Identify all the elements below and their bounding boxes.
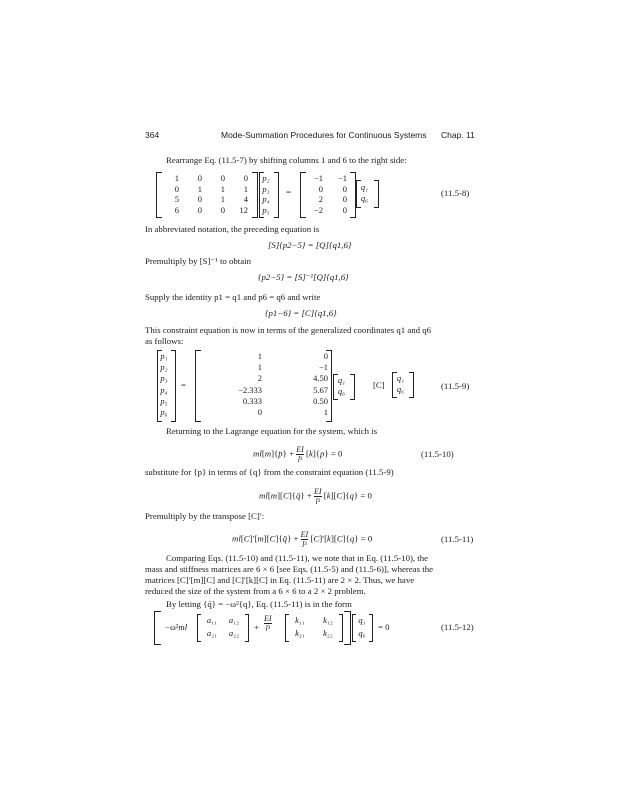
matrix-cell: 2 [257,373,262,384]
matrix-cell: 1 [323,407,328,417]
matrix-cell: −1 [337,173,347,183]
matrix-cell: 0.333 [242,395,262,406]
matrix-cell: −1 [318,362,328,373]
matrix-cell: 0.50 [313,395,328,406]
vector-cell: p₆ [160,407,168,417]
matrix-cell: 0 [257,407,262,417]
paragraph-substitute: substitute for {p} in terms of {q} from the constraint equation (11.5-9) [145,467,394,477]
paragraph-comparing-2: mass and stiffness matrices are 6 × 6 [see Eqs. (11.5-5) and (11.5-6)], whereas the [145,564,433,574]
equation-substituted: ml[m][C]{q̈} + $\frac{EI}{\text{l³}}$ [k][C]{q} = 0 [259,487,372,506]
vector-cell: q₆ [337,386,346,396]
equation-label: (11.5-11) [441,534,474,544]
paragraph-lagrange: Returning to the Lagrange equation for the system, which is [166,426,378,436]
vector-cell: p₅ [160,395,168,406]
matrix-cell: 1 [257,362,262,373]
matrix-cell: 4 [243,194,248,204]
vector-cell: p₁ [160,351,168,361]
equation-constraint: {p1−6} = [C]{q1,6} [265,308,337,318]
matrix-cell: 0 [243,173,248,183]
matrix-cell: 5 [174,194,179,204]
vector-cell: p₄ [262,194,270,204]
matrix-cell: 4.50 [313,373,328,384]
matrix-cell: 0 [342,194,347,204]
matrix-cell: 12 [239,204,248,215]
matrix-cell: 2 [318,194,323,204]
paragraph-transpose: Premultiply by the transpose [C]′: [145,511,265,521]
equation-11-5-11: ml[C]′[m][C]{q̈} + $\frac{EI}{\text{l³}}$ [C]′[k][C]{q} = 0 [232,530,373,549]
paragraph-constraint: This constraint equation is now in terms of the generalized coordinates q1 and q6 [145,325,432,335]
matrix-cell: 5.67 [313,384,328,395]
matrix-cell: 1 [257,351,262,361]
equation-label: (11.5-9) [441,381,470,391]
matrix-cell: 0 [220,204,225,215]
matrix-cell: 0 [197,173,202,183]
matrix-cell: 0 [197,194,202,204]
matrix-cell: 0 [197,204,202,215]
matrix-cell: 0 [318,183,323,194]
matrix-cell: −2.333 [238,384,262,395]
vector-cell: p₄ [160,384,168,395]
vector-cell: q₆ [360,193,369,203]
paragraph-rearrange: Rearrange Eq. (11.5-7) by shifting columns 1 and 6 to the right side: [166,155,407,165]
paragraph-comparing-1: Comparing Eqs. (11.5-10) and (11.5-11), we note that in Eq. (11.5-10), the [166,553,429,563]
matrix-cell: 1 [174,173,179,183]
vector-cell: q₆ [396,384,405,394]
equation-11-5-10: ml[m]{p̈} + $\frac{EI}{\text{l³}}$ [k]{p} = 0 [253,445,343,464]
chapter-label: Chap. 11 [441,130,475,140]
vector-cell: p₅ [262,204,270,215]
equation-premultiplied: {p2−5} = [S]⁻¹[Q]{q1,6} [258,272,349,282]
running-title: Mode-Summation Procedures for Continuous Systems [221,130,427,140]
matrix-cell: 0 [342,183,347,194]
vector-cell: p₂ [160,362,168,373]
equation-abbreviated: [S]{p2−5} = [Q]{q1,6} [268,240,352,250]
vector-cell: q₁ [360,182,369,192]
vector-cell: q₁ [337,375,346,385]
matrix-cell: 1 [243,183,248,194]
vector-cell: p₃ [262,183,270,194]
paragraph-premultiply: Premultiply by [S]⁻¹ to obtain [145,256,251,266]
page-number: 364 [145,130,160,140]
paragraph-abbreviated: In abbreviated notation, the preceding equation is [145,224,320,234]
matrix-cell: −2 [313,204,323,215]
paragraph-comparing-3: matrices [C]′[m][C] and [C]′[k][C] in Eq. (11.5-11) are 2 × 2. Thus, we have [145,575,415,585]
vector-cell: q₁ [396,373,405,383]
matrix-cell: 6 [174,204,179,215]
vector-cell: p₂ [262,173,270,183]
equation-label: (11.5-12) [441,622,474,632]
paragraph-letting: By letting {q̈} = −ω²{q}, Eq. (11.5-11) is in the form [166,599,352,609]
vector-cell: p₃ [160,373,168,384]
matrix-cell: 1 [197,183,202,194]
paragraph-as-follows: as follows: [145,336,184,346]
matrix-cell: 0 [220,173,225,183]
equation-label: (11.5-8) [441,188,470,198]
matrix-cell: 0 [174,183,179,194]
matrix-cell: −1 [313,173,323,183]
paragraph-supply-identity: Supply the identity p1 = q1 and p6 = q6 and write [145,292,321,302]
c-matrix-symbol: [C] [373,380,385,390]
matrix-cell: 0 [323,351,328,361]
matrix-cell: 1 [220,194,225,204]
matrix-cell: 0 [342,204,347,215]
paragraph-comparing-4: reduced the size of the system from a 6 × 6 to a 2 × 2 problem. [145,586,366,596]
equation-label: (11.5-10) [421,449,454,459]
matrix-cell: 1 [220,183,225,194]
